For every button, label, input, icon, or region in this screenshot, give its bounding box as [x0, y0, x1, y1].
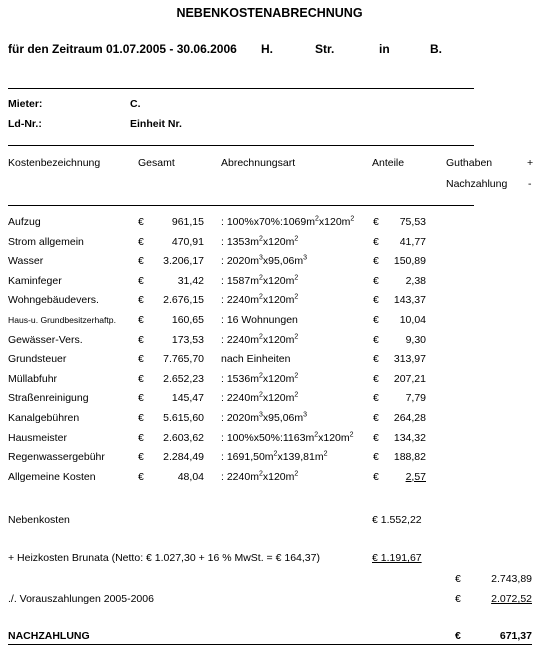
- row-currency: €: [138, 255, 144, 268]
- period-line: für den Zeitraum 01.07.2005 - 30.06.2006: [8, 42, 237, 56]
- row-name: Allgemeine Kosten: [8, 470, 96, 483]
- row-currency: €: [138, 412, 144, 424]
- row-anteil-currency: €: [373, 470, 379, 483]
- row-anteil: 41,77: [399, 235, 426, 248]
- row-anteil: 9,30: [405, 333, 426, 346]
- row-gesamt: 145,47: [171, 392, 204, 405]
- row-anteil-currency: €: [373, 235, 379, 248]
- row-gesamt: 7.765,70: [163, 353, 204, 366]
- row-gesamt: 2.603,62: [163, 431, 204, 444]
- row-art: : 16 Wohnungen: [221, 314, 298, 326]
- page-title: NEBENKOSTENABRECHNUNG: [176, 6, 363, 20]
- voraus-label: ./. Vorauszahlungen 2005-2006: [8, 593, 154, 605]
- row-art: : $2240m^2x120m^2$: [221, 293, 299, 307]
- row-name: Hausmeister: [8, 431, 67, 444]
- row-anteil: 264,28: [393, 412, 426, 424]
- row-gesamt: 961,15: [171, 216, 204, 228]
- row-art: : $2240m^2x120m^2$: [221, 470, 299, 483]
- row-art: : $1536m^2x120m^2$: [221, 372, 299, 385]
- row-anteil: 207,21: [393, 372, 426, 385]
- heizkosten-label: + Heizkosten Brunata (Netto: € 1.027,30 + 16 % MwSt. = € 164,37): [8, 552, 320, 564]
- row-name: Straßenreinigung: [8, 392, 89, 405]
- row-anteil-currency: €: [373, 255, 379, 268]
- row-gesamt: 2.676,15: [163, 294, 204, 307]
- row-anteil: 188,82: [393, 451, 426, 464]
- header-kosten: Kostenbezeichnung: [8, 157, 101, 169]
- row-gesamt: 3.206,17: [163, 255, 204, 268]
- row-name: Müllabfuhr: [8, 372, 58, 385]
- row-name: Haus-u. Grundbesitzerhaftp.: [8, 315, 116, 325]
- header-anteile: Anteile: [372, 157, 405, 169]
- row-anteil: 313,97: [393, 353, 426, 366]
- row-currency: €: [138, 333, 144, 346]
- row-currency: €: [138, 470, 144, 483]
- row-art: : $1587m^2x120m^2$: [221, 274, 299, 287]
- ld-value: Einheit Nr.: [130, 118, 182, 130]
- mieter-value: C.: [130, 98, 141, 110]
- summe-currency: €: [455, 573, 461, 585]
- row-gesamt: 160,65: [171, 314, 204, 326]
- row-gesamt: 2.652,23: [163, 372, 204, 385]
- row-gesamt: 470,91: [171, 235, 204, 248]
- row-currency: €: [138, 392, 144, 405]
- row-art: : $100\%x50\%:1163m^2x120m^2$: [221, 431, 354, 444]
- header-minus: -: [528, 178, 532, 190]
- row-art: : $1353m^2x120m^2$: [221, 235, 299, 248]
- summe-value: 2.743,89: [491, 573, 532, 585]
- row-anteil-currency: €: [373, 451, 379, 464]
- row-art: : $100\%x70\%:1069m^2x120m^2$: [221, 215, 355, 228]
- row-currency: €: [138, 353, 144, 366]
- row-anteil-currency: €: [373, 274, 379, 287]
- ld-label: Ld-Nr.:: [8, 118, 42, 130]
- row-anteil-currency: €: [373, 372, 379, 385]
- row-art: : $2020m^3x95,06m^3$: [221, 411, 308, 424]
- row-name: Regenwassergebühr: [8, 451, 105, 464]
- voraus-value: 2.072,52: [491, 593, 532, 605]
- row-art: nach Einheiten: [221, 353, 291, 366]
- row-art: : $2240m^2x120m^2$: [221, 333, 299, 346]
- row-currency: €: [138, 294, 144, 307]
- divider: [8, 205, 474, 206]
- voraus-currency: €: [455, 593, 461, 605]
- row-name: Wasser: [8, 255, 44, 268]
- row-anteil-currency: €: [373, 314, 379, 326]
- row-currency: €: [138, 274, 144, 287]
- row-name: Grundsteuer: [8, 353, 67, 366]
- row-art: : $2020m^3x95,06m^3$: [221, 254, 308, 268]
- row-art: : $2240m^2x120m^2$: [221, 391, 299, 405]
- row-currency: €: [138, 216, 144, 228]
- header-plus: +: [527, 157, 534, 169]
- row-gesamt: 31,42: [177, 274, 204, 287]
- heizkosten-value: € 1.191,67: [372, 552, 422, 564]
- row-anteil: 134,32: [393, 431, 426, 444]
- row-name: Strom allgemein: [8, 235, 84, 248]
- row-anteil-currency: €: [373, 333, 379, 346]
- period-b: B.: [430, 42, 442, 56]
- row-anteil-currency: €: [373, 353, 379, 366]
- header-nachzahlung: Nachzahlung: [446, 178, 508, 190]
- row-anteil: 10,04: [399, 314, 426, 326]
- row-currency: €: [138, 431, 144, 444]
- row-anteil-currency: €: [373, 412, 379, 424]
- row-anteil-currency: €: [373, 392, 379, 405]
- row-name: Kaminfeger: [8, 274, 62, 287]
- row-anteil: 2,57: [405, 470, 426, 483]
- nachzahlung-currency: €: [455, 630, 461, 642]
- period-h: H.: [261, 42, 273, 56]
- divider: [8, 88, 474, 89]
- row-name: Gewässer-Vers.: [8, 333, 83, 346]
- header-gesamt: Gesamt: [138, 157, 175, 169]
- period-in: in: [379, 42, 390, 56]
- row-name: Kanalgebühren: [8, 412, 80, 424]
- row-anteil: 75,53: [399, 216, 426, 228]
- row-currency: €: [138, 235, 144, 248]
- row-anteil: 143,37: [393, 294, 426, 307]
- row-anteil-currency: €: [373, 294, 379, 307]
- period-str: Str.: [315, 42, 335, 56]
- nebenkosten-label: Nebenkosten: [8, 514, 70, 526]
- header-guthaben: Guthaben: [446, 157, 493, 169]
- row-name: Wohngebäudevers.: [8, 294, 99, 307]
- row-art: : $1691,50m^2x139,81m^2$: [221, 450, 328, 464]
- header-art: Abrechnungsart: [221, 157, 296, 169]
- row-gesamt: 173,53: [171, 333, 204, 346]
- row-anteil-currency: €: [373, 216, 379, 228]
- nachzahlung-label: NACHZAHLUNG: [8, 630, 90, 642]
- row-gesamt: 2.284,49: [163, 451, 204, 464]
- row-anteil-currency: €: [373, 431, 379, 444]
- divider: [8, 145, 474, 146]
- divider: [8, 644, 532, 645]
- row-anteil: 7,79: [405, 392, 426, 405]
- mieter-label: Mieter:: [8, 98, 43, 110]
- row-gesamt: 5.615,60: [163, 412, 204, 424]
- row-currency: €: [138, 372, 144, 385]
- row-gesamt: 48,04: [177, 470, 204, 483]
- nebenkosten-value: € 1.552,22: [372, 514, 422, 526]
- row-currency: €: [138, 451, 144, 464]
- nachzahlung-value: 671,37: [499, 630, 532, 642]
- row-name: Aufzug: [8, 216, 41, 228]
- row-anteil: 2,38: [405, 274, 426, 287]
- row-anteil: 150,89: [393, 255, 426, 268]
- row-currency: €: [138, 314, 144, 326]
